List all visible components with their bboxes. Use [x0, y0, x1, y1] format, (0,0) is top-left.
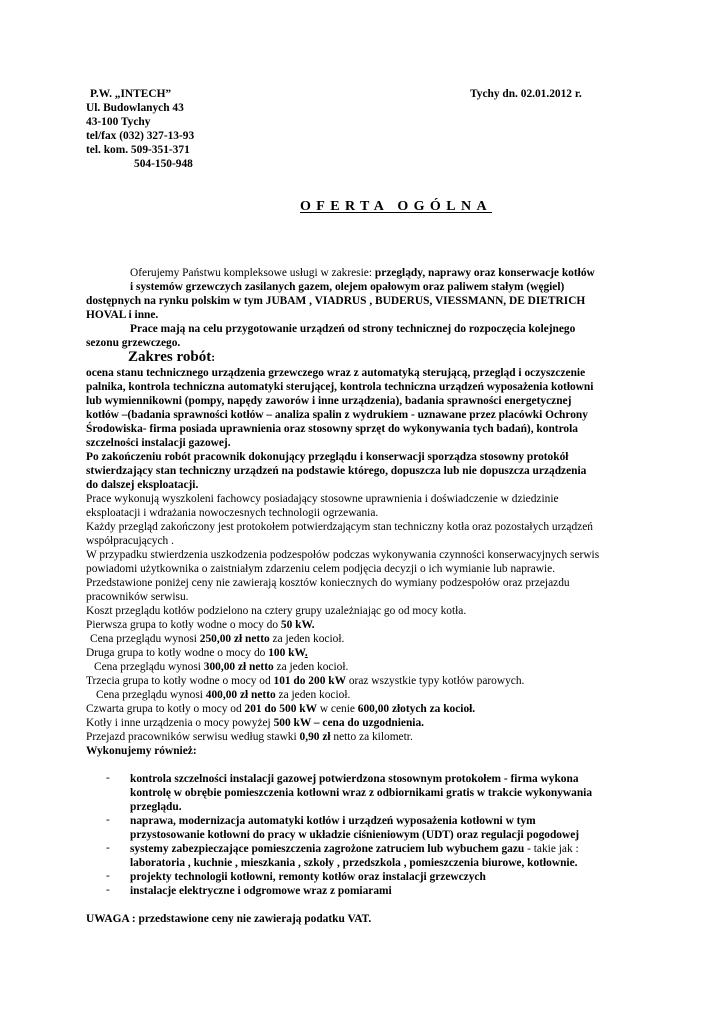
bullet-dash: -: [106, 814, 110, 826]
scope-heading-colon: :: [211, 352, 215, 364]
body-line: Każdy przegląd zakończony jest protokołem potwierdzającym stan techniczny kotła oraz pozostałych urządzeń: [86, 521, 593, 533]
bullet-3-line: laboratoria , kuchnie , mieszkania , szkoły , przedszkola , pomieszczenia biurowe, kotłownie.: [130, 857, 578, 869]
group-3-line: [86, 674, 524, 688]
intro-bold: przeglądy, naprawy oraz konserwacje kotłów: [374, 267, 595, 279]
group-4-line: [86, 702, 475, 716]
price-2-line: [94, 660, 348, 674]
bullet-dash: -: [106, 772, 110, 784]
price-2-unit: za jeden kocioł.: [273, 661, 349, 673]
group-3-text: Trzecia grupa to kotły wodne o mocy od: [86, 675, 274, 687]
body-line: Przedstawione poniżej ceny nie zawierają kosztów koniecznych do wymiany podzespołów oraz przejazdu: [86, 577, 570, 589]
intro-line-5: Prace mają na celu przygotowanie urządzeń od strony technicznej do rozpoczęcia kolejnego: [130, 323, 576, 335]
scope-heading-text: Zakres robót: [128, 349, 212, 365]
intro-line-2: i systemów grzewczych zasilanych gazem, olejem opałowym oraz paliwem stałym (węgiel): [130, 281, 565, 293]
group-4-power: 201 do 500 kW: [244, 703, 317, 715]
intro-line-1: [130, 266, 595, 280]
bullet-3-bold: systemy zabezpieczające pomieszczenia zagrożone zatruciem lub wybuchem gazu: [130, 843, 525, 855]
scope-heading: [128, 348, 215, 367]
travel-text: Przejazd pracowników serwisu według stawki: [86, 731, 300, 743]
scope-line: kotłów –(badania sprawności kotłów – analiza spalin z wydrukiem - uznawane przez placówki Ochrony: [86, 409, 588, 421]
price-1-line: [90, 632, 344, 646]
bullet-4-line: projekty technologii kotłowni, remonty kotłów oraz instalacji grzewczych: [130, 871, 486, 883]
group-1-power: 50 kW.: [280, 619, 315, 631]
price-3-value: 400,00 zł netto: [205, 689, 276, 701]
bullet-3-line: [130, 842, 579, 856]
company-telkom2: 504-150-948: [134, 158, 193, 170]
bullet-2-line: przystosowanie kotłowni do pracy w układzie ciśnieniowym (UDT) oraz regulacji pogodowej: [130, 829, 580, 841]
bullet-dash: -: [106, 870, 110, 882]
body-line: eksploatacji i wdrażania nowoczesnych technologii ogrzewania.: [86, 507, 379, 519]
price-3-text: Cena przeglądu wynosi: [96, 689, 206, 701]
intro-line-6: sezonu grzewczego.: [86, 337, 181, 349]
scope-line: do dalszej eksploatacji.: [86, 479, 199, 491]
intro-text: Oferujemy Państwu kompleksowe usługi w zakresie:: [130, 267, 375, 279]
company-street: Ul. Budowlanych 43: [86, 102, 184, 114]
bullet-3-plain: - takie jak :: [524, 843, 579, 855]
group-2-power: 100 kW: [268, 647, 305, 659]
scope-line: lub wymiennikowni (pompy, napędy zaworów i inne urządzenia), badania sprawności energetycznej: [86, 395, 572, 407]
date-line: Tychy dn. 02.01.2012 r.: [470, 88, 582, 100]
bullet-1-line: kontrolę w obrębie pomieszczenia kotłowni wraz z odbiornikami gratis w trakcie wykonywania: [130, 787, 593, 799]
group-1-text: Pierwsza grupa to kotły wodne o mocy do: [86, 619, 281, 631]
also-heading: Wykonujemy również:: [86, 745, 197, 757]
group-4-price: 600,00 złotych za kocioł.: [357, 703, 476, 715]
company-postal: 43-100 Tychy: [86, 116, 151, 128]
travel-unit: netto za kilometr.: [330, 731, 413, 743]
price-1-text: Cena przeglądu wynosi: [90, 633, 200, 645]
document-title: OFERTA OGÓLNA: [300, 199, 492, 214]
body-line: Koszt przeglądu kotłów podzielono na cztery grupy uzależniając go od mocy kotła.: [86, 605, 467, 617]
group-3-power: 101 do 200 kW: [273, 675, 346, 687]
price-2-value: 300,00 zł netto: [203, 661, 274, 673]
scope-line: palnika, kontrola techniczna automatyki sterującej, kontrola techniczna urządzeń wyposażenia kotłowni: [86, 381, 594, 393]
travel-rate: 0,90 zł: [299, 731, 331, 743]
price-1-value: 250,00 zł netto: [199, 633, 270, 645]
bullet-dash: -: [106, 884, 110, 896]
company-telfax: tel/fax (032) 327-13-93: [86, 130, 195, 142]
bullet-dash: -: [106, 842, 110, 854]
body-line: pracowników serwisu.: [86, 591, 189, 603]
bullet-2-line: naprawa, modernizacja automatyki kotłów i urządzeń wyposażenia kotłowni w tym: [130, 815, 536, 827]
scope-line: Po zakończeniu robót pracownik dokonujący przeglądu i konserwacji sporządza stosowny protokół: [86, 451, 569, 463]
group-2-line: [86, 646, 308, 660]
body-line: Prace wykonują wyszkoleni fachowcy posiadający stosowne uprawnienia i doświadczenie w dziedzinie: [86, 493, 559, 505]
bullet-5-line: instalacje elektryczne i odgromowe wraz z pomiarami: [130, 885, 392, 897]
group-5-text: Kotły i inne urządzenia o mocy powyżej: [86, 717, 274, 729]
scope-line: ocena stanu technicznego urządzenia grzewczego wraz z automatyką sterującą, przegląd i oczyszczenie: [86, 367, 586, 379]
price-3-line: [96, 688, 350, 702]
group-5-price: 500 kW – cena do uzgodnienia.: [273, 717, 425, 729]
group-2-dot: .: [304, 647, 308, 659]
travel-line: [86, 730, 413, 744]
group-1-line: [86, 618, 315, 632]
vat-note: UWAGA : przedstawione ceny nie zawierają podatku VAT.: [86, 913, 372, 925]
body-line: współpracujących .: [86, 535, 174, 547]
scope-line: Środowiska- firma posiada uprawnienia oraz stosowny sprzęt do wykonywania tych badań), kontrola: [86, 423, 578, 435]
group-2-text: Druga grupa to kotły wodne o mocy do: [86, 647, 269, 659]
bullet-1-line: kontrola szczelności instalacji gazowej potwierdzona stosownym protokołem - firma wykona: [130, 773, 579, 785]
body-line: powiadomi użytkownika o zaistniałym zdarzeniu celem podjęcia decyzji o ich wymianie lub naprawie.: [86, 563, 556, 575]
group-4-text: Czwarta grupa to kotły o mocy od: [86, 703, 245, 715]
body-line: W przypadku stwierdzenia uszkodzenia podzespołów podczas wykonywania czynności konserwacyjnych serwis: [86, 549, 600, 561]
group-3-extra: oraz wszystkie typy kotłów parowych.: [345, 675, 525, 687]
price-3-unit: za jeden kocioł.: [275, 689, 351, 701]
group-4-mid: w cenie: [316, 703, 358, 715]
group-5-line: [86, 716, 424, 730]
intro-line-4: HOVAL i inne.: [86, 309, 159, 321]
scope-line: szczelności instalacji gazowej.: [86, 437, 231, 449]
scope-line: stwierdzający stan techniczny urządzeń na podstawie którego, dopuszcza lub nie dopuszcza urządzenia: [86, 465, 587, 477]
price-1-unit: za jeden kocioł.: [269, 633, 345, 645]
price-2-text: Cena przeglądu wynosi: [94, 661, 204, 673]
company-telkom: tel. kom. 509-351-371: [86, 144, 190, 156]
company-name: P.W. „INTECH”: [90, 88, 172, 100]
bullet-1-line: przeglądu.: [130, 801, 182, 813]
intro-line-3: dostępnych na rynku polskim w tym JUBAM , VIADRUS , BUDERUS, VIESSMANN, DE DIETRICH: [86, 295, 586, 307]
